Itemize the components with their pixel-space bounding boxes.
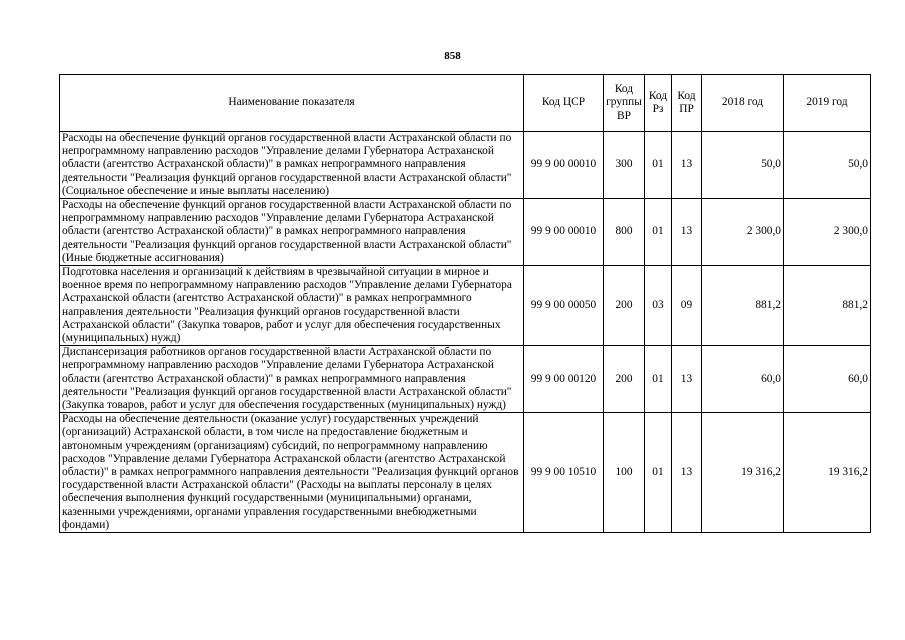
header-rz: Код Рз — [645, 75, 672, 132]
row-pr: 13 — [672, 346, 702, 413]
row-rz: 01 — [645, 413, 672, 533]
row-name: Расходы на обеспечение функций органов государственной власти Астраханской области по непрограммному направлению расходов "Управление делами Губернатора Астраханской области (агентство Астраханской области)" в рамках непрограммного направления деятельности "Реализация функций органов государственной власти Астраханской области" (Социальное обеспечение и иные выплаты населению) — [60, 132, 524, 199]
row-csr: 99 9 00 10510 — [524, 413, 604, 533]
row-pr: 13 — [672, 413, 702, 533]
row-csr: 99 9 00 00010 — [524, 132, 604, 199]
row-csr: 99 9 00 00050 — [524, 266, 604, 346]
table-row — [60, 199, 871, 266]
header-2019: 2019 год — [784, 75, 871, 132]
row-vr: 200 — [604, 346, 645, 413]
page-number: 858 — [444, 50, 461, 62]
row-vr: 100 — [604, 413, 645, 533]
row-rz: 01 — [645, 132, 672, 199]
table-row — [60, 132, 871, 199]
row-2018: 881,2 — [702, 266, 784, 346]
row-vr: 200 — [604, 266, 645, 346]
row-2018: 2 300,0 — [702, 199, 784, 266]
row-rz: 01 — [645, 346, 672, 413]
row-rz: 03 — [645, 266, 672, 346]
budget-table — [59, 74, 871, 533]
row-2019: 881,2 — [784, 266, 871, 346]
row-2019: 19 316,2 — [784, 413, 871, 533]
header-pr: Код ПР — [672, 75, 702, 132]
header-2018: 2018 год — [702, 75, 784, 132]
row-csr: 99 9 00 00120 — [524, 346, 604, 413]
header-csr: Код ЦСР — [524, 75, 604, 132]
row-pr: 09 — [672, 266, 702, 346]
row-rz: 01 — [645, 199, 672, 266]
row-2019: 50,0 — [784, 132, 871, 199]
header-name: Наименование показателя — [60, 75, 524, 132]
row-csr: 99 9 00 00010 — [524, 199, 604, 266]
table-row — [60, 413, 871, 533]
row-name: Расходы на обеспечение функций органов государственной власти Астраханской области по непрограммному направлению расходов "Управление делами Губернатора Астраханской области (агентство Астраханской области)" в рамках непрограммного направления деятельности "Реализация функций органов государственной власти Астраханской области" (Иные бюджетные ассигнования) — [60, 199, 524, 266]
row-2018: 50,0 — [702, 132, 784, 199]
table-row — [60, 266, 871, 346]
table-row — [60, 346, 871, 413]
row-name: Расходы на обеспечение деятельности (оказание услуг) государственных учреждений (организаций) Астраханской области, в том числе на предоставление бюджетным и автономным учреждениям (организациям) субсидий, по непрограммному направлению расходов "Управление делами Губернатора Астраханской области (агентство Астраханской области)" в рамках непрограммного направления деятельности "Реализация функций органов государственной власти Астраханской области" (Расходы на выплаты персоналу в целях обеспечения выполнения функций государственными (муниципальными) органами, казенными учреждениями, органами управления государственными внебюджетными фондами) — [60, 413, 524, 533]
row-vr: 300 — [604, 132, 645, 199]
row-vr: 800 — [604, 199, 645, 266]
row-pr: 13 — [672, 132, 702, 199]
row-2019: 2 300,0 — [784, 199, 871, 266]
row-pr: 13 — [672, 199, 702, 266]
header-vr: Код группы ВР — [604, 75, 645, 132]
row-2018: 60,0 — [702, 346, 784, 413]
row-name: Диспансеризация работников органов государственной власти Астраханской области по непрограммному направлению расходов "Управление делами Губернатора Астраханской области (агентство Астраханской области)" в рамках непрограммного направления деятельности "Реализация функций органов государственной власти Астраханской области" (Закупка товаров, работ и услуг для обеспечения государственных (муниципальных) нужд) — [60, 346, 524, 413]
row-name: Подготовка населения и организаций к действиям в чрезвычайной ситуации в мирное и военное время по непрограммному направлению расходов "Управление делами Губернатора Астраханской области (агентство Астраханской области)" в рамках непрограммного направления деятельности "Реализация функций органов государственной власти Астраханской области" (Закупка товаров, работ и услуг для обеспечения государственных (муниципальных) нужд) — [60, 266, 524, 346]
row-2019: 60,0 — [784, 346, 871, 413]
row-2018: 19 316,2 — [702, 413, 784, 533]
table-header-row — [60, 75, 871, 132]
